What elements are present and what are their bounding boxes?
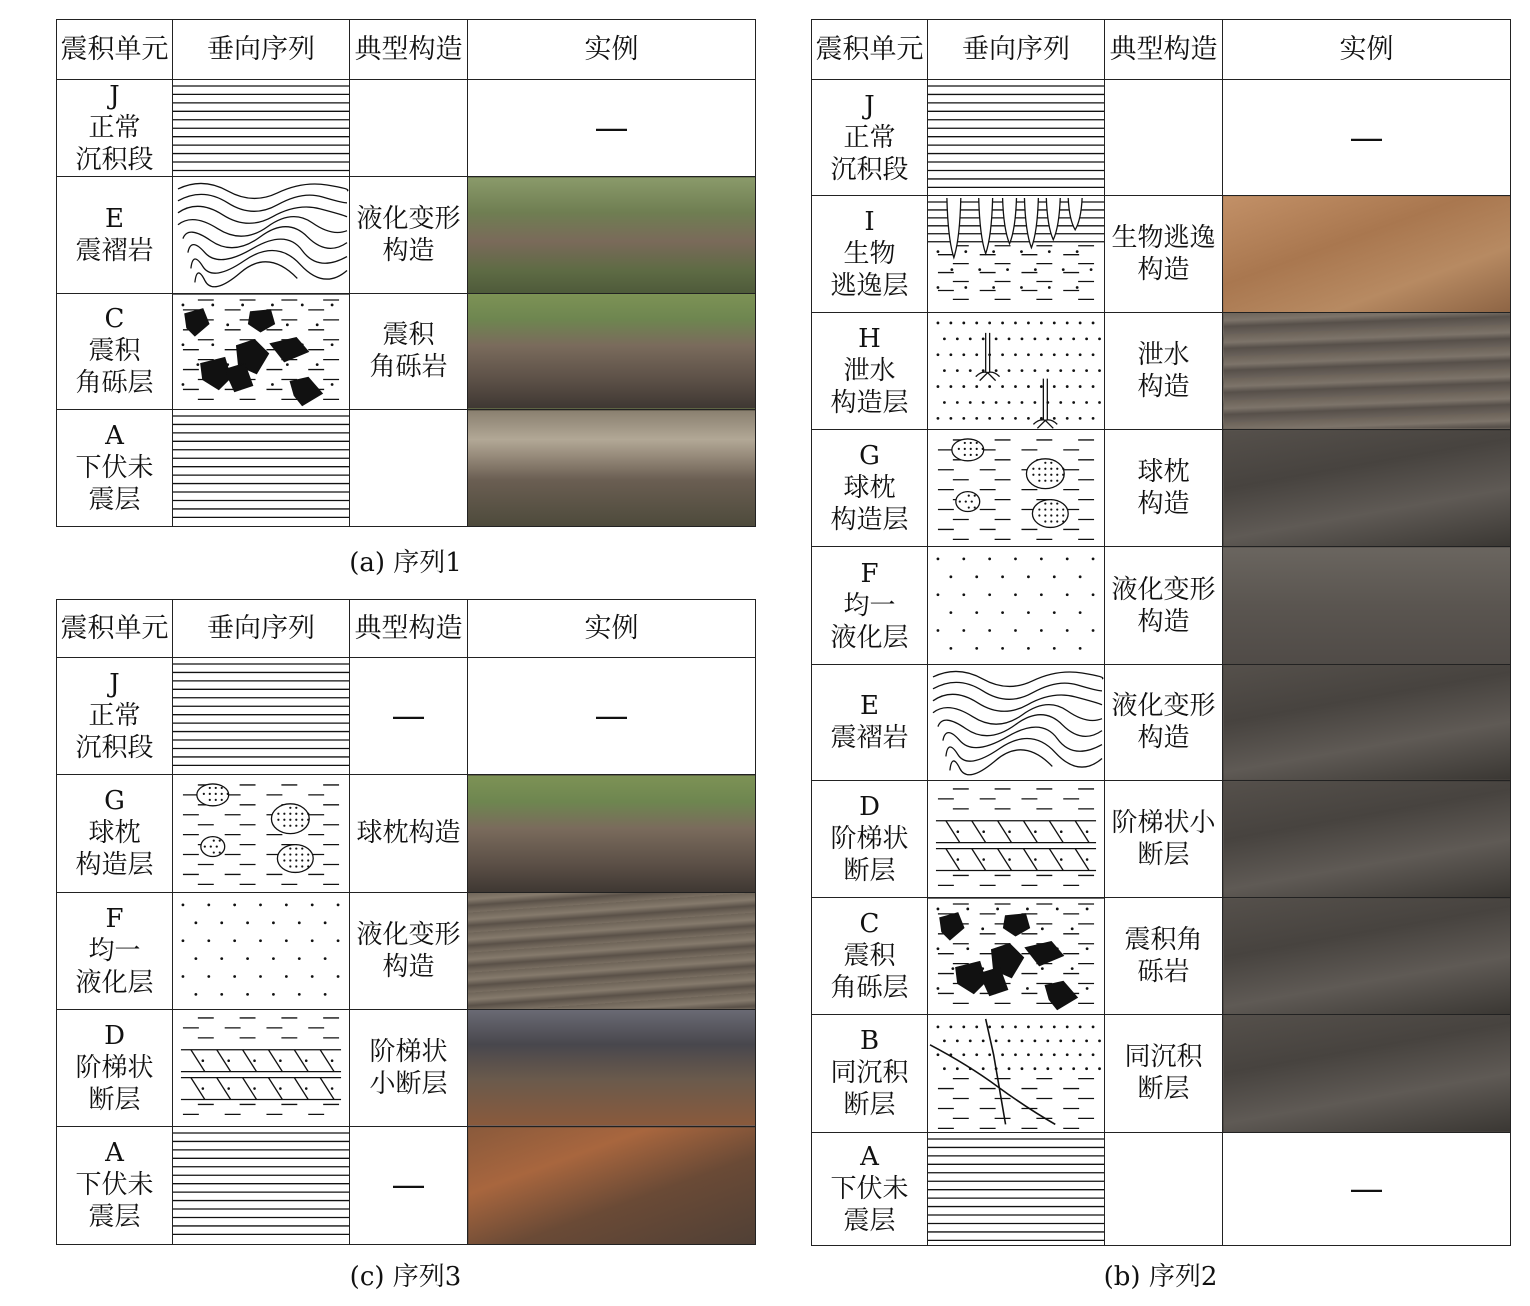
unit-label-line: F [860, 558, 879, 589]
example-photo: — [468, 80, 756, 177]
unit-label-line: C [104, 304, 125, 335]
dots-pattern [928, 547, 1104, 663]
header-unit: 震积单元 [812, 20, 928, 80]
vertical-sequence-column [928, 1133, 1105, 1246]
typical-structure: — [350, 1127, 468, 1244]
pillows-pattern [928, 430, 1104, 546]
vertical-sequence-column [928, 196, 1105, 312]
example-photo: — [1223, 1133, 1511, 1246]
typical-structure-line: 阶梯状 [369, 1037, 448, 1068]
unit-label-line: B [859, 1026, 880, 1057]
unit-label-line: 均一 [88, 935, 141, 966]
unit-label-line: 沉积段 [75, 145, 154, 176]
unit-label-line: J [109, 669, 120, 700]
header-vertical-sequence: 垂向序列 [173, 20, 350, 80]
typical-structure-line: 小断层 [369, 1069, 448, 1100]
unit-row [812, 547, 1511, 664]
vertical-sequence-column [928, 898, 1105, 1014]
unit-label [812, 80, 928, 196]
typical-structure [1105, 781, 1223, 898]
unit-row [812, 430, 1511, 547]
vertical-sequence-column [173, 177, 350, 293]
unit-label-line: 正常 [843, 122, 896, 153]
typical-structure-line: 构造 [1137, 723, 1190, 754]
vertical-sequence-column [173, 658, 350, 775]
typical-structure [1105, 430, 1223, 547]
unit-label-line: 液化层 [75, 967, 154, 998]
step-faults-pattern [928, 781, 1104, 897]
unit-row [57, 80, 756, 177]
unit-label-line: G [104, 786, 125, 817]
unit-label [57, 892, 173, 1009]
table-header-row [57, 600, 756, 658]
vertical-sequence-column [173, 775, 350, 892]
example-photo [1223, 547, 1511, 664]
table-header-row [812, 20, 1511, 80]
unit-label [812, 1133, 928, 1246]
unit-label-line: 震层 [843, 1206, 896, 1237]
typical-structure-line: 震积 [382, 320, 435, 351]
vertical-sequence-column [928, 312, 1105, 429]
unit-label-line: 震积 [88, 336, 141, 367]
header-typical-structure: 典型构造 [350, 600, 468, 658]
unit-row [57, 658, 756, 775]
typical-structure-line: 构造 [382, 236, 435, 267]
example-photo [1223, 664, 1511, 780]
unit-label-line: I [864, 207, 875, 238]
unit-label-line: D [859, 792, 880, 823]
unit-label-line: 下伏未 [75, 453, 154, 484]
header-typical-structure: 典型构造 [1105, 20, 1223, 80]
table-sequence-1 [56, 19, 756, 527]
unit-row [57, 1127, 756, 1244]
hlines-pattern [173, 1127, 349, 1243]
header-unit: 震积单元 [57, 20, 173, 80]
typical-structure-line: 同沉积 [1124, 1042, 1203, 1073]
unit-label [57, 177, 173, 293]
unit-row [812, 1014, 1511, 1132]
caption-b: (b) 序列2 [1103, 1262, 1218, 1292]
header-unit: 震积单元 [57, 600, 173, 658]
typical-structure [1105, 1014, 1223, 1132]
unit-row [812, 781, 1511, 898]
unit-label [57, 658, 173, 775]
hlines-pattern [173, 658, 349, 774]
typical-structure-line: 生物逃逸 [1111, 223, 1216, 254]
example-photo [468, 177, 756, 293]
typical-structure [350, 293, 468, 409]
unit-label [57, 293, 173, 409]
synsed-fault-pattern [928, 1015, 1104, 1132]
unit-label-line: 断层 [88, 1085, 141, 1116]
unit-label-line: 正常 [88, 113, 141, 144]
typical-structure [350, 177, 468, 293]
example-photo [1223, 898, 1511, 1014]
unit-label-line: 构造层 [830, 505, 909, 536]
unit-row [57, 410, 756, 527]
unit-label-line: D [104, 1021, 125, 1052]
unit-label-line: 球枕 [843, 473, 896, 504]
unit-label [812, 430, 928, 547]
unit-label-line: 震褶岩 [75, 236, 154, 267]
header-example: 实例 [1223, 20, 1511, 80]
typical-structure [1105, 196, 1223, 312]
table-sequence-2 [811, 19, 1511, 1246]
typical-structure-line: 液化变形 [1111, 691, 1216, 722]
unit-label-line: C [859, 909, 880, 940]
unit-label-line: 沉积段 [75, 733, 154, 764]
hlines-pattern [173, 80, 349, 176]
vertical-sequence-column [173, 1127, 350, 1244]
table-header-row [57, 20, 756, 80]
typical-structure-line: 构造 [1137, 489, 1190, 520]
unit-label-line: 均一 [843, 590, 896, 621]
example-photo [1223, 312, 1511, 429]
unit-label-line: 沉积段 [830, 154, 909, 185]
unit-label [812, 547, 928, 664]
typical-structure-line: 泄水 [1137, 339, 1190, 370]
unit-label-line: 阶梯状 [75, 1053, 154, 1084]
typical-structure-line: 震积角 [1124, 925, 1203, 956]
unit-label-line: 阶梯状 [830, 824, 909, 855]
typical-structure-line: 断层 [1137, 1074, 1190, 1105]
caption-c: (c) 序列3 [349, 1262, 462, 1292]
header-example: 实例 [468, 600, 756, 658]
unit-label-line: 下伏未 [75, 1170, 154, 1201]
unit-row [812, 898, 1511, 1014]
unit-label-line: 逃逸层 [830, 271, 909, 302]
header-vertical-sequence: 垂向序列 [173, 600, 350, 658]
unit-row [57, 177, 756, 293]
unit-row [812, 1133, 1511, 1246]
unit-row [812, 80, 1511, 196]
unit-label-line: E [860, 691, 879, 722]
header-typical-structure: 典型构造 [350, 20, 468, 80]
typical-structure [1105, 664, 1223, 780]
step-faults-pattern [173, 1010, 349, 1126]
typical-structure [350, 775, 468, 892]
typical-structure-line: 液化变形 [1111, 574, 1216, 605]
typical-structure-line: 角砾岩 [369, 352, 448, 383]
unit-row [812, 196, 1511, 312]
example-photo [468, 1127, 756, 1244]
example-photo [468, 892, 756, 1009]
table-sequence-3 [56, 599, 756, 1245]
pillows-pattern [173, 775, 349, 891]
unit-label [57, 410, 173, 527]
typical-structure-line: 构造 [1137, 371, 1190, 402]
typical-structure [1105, 547, 1223, 664]
vertical-sequence-column [928, 430, 1105, 547]
unit-label [57, 1127, 173, 1244]
vertical-sequence-column [173, 892, 350, 1009]
typical-structure-line: 构造 [382, 951, 435, 982]
example-photo [468, 1009, 756, 1126]
folds-pattern [173, 177, 349, 292]
unit-label-line: 震褶岩 [830, 723, 909, 754]
typical-structure: — [350, 658, 468, 775]
caption-a: (a) 序列1 [349, 548, 462, 578]
typical-structure [350, 892, 468, 1009]
vertical-sequence-column [173, 80, 350, 177]
typical-structure [1105, 80, 1223, 196]
unit-row [57, 775, 756, 892]
typical-structure [1105, 898, 1223, 1014]
burrows-pattern [928, 196, 1104, 311]
typical-structure-line: 砾岩 [1137, 957, 1190, 988]
unit-label [57, 1009, 173, 1126]
unit-label-line: 断层 [843, 856, 896, 887]
unit-label-line: J [864, 90, 875, 121]
unit-label-line: A [860, 1142, 879, 1173]
unit-row [57, 293, 756, 409]
unit-label-line: 液化层 [830, 622, 909, 653]
unit-label-line: A [105, 1138, 124, 1169]
hlines-pattern [928, 80, 1104, 195]
unit-row [812, 312, 1511, 429]
example-photo: — [1223, 80, 1511, 196]
vertical-sequence-column [928, 80, 1105, 196]
typical-structure-line: 液化变形 [356, 919, 461, 950]
typical-structure-line: 液化变形 [356, 204, 461, 235]
typical-structure [350, 410, 468, 527]
hlines-pattern [173, 410, 349, 526]
unit-label-line: 震层 [88, 1202, 141, 1233]
unit-label [812, 196, 928, 312]
typical-structure [350, 1009, 468, 1126]
unit-label-line: 同沉积 [830, 1058, 909, 1089]
unit-label-line: 震层 [88, 485, 141, 516]
unit-label-line: 震积 [843, 941, 896, 972]
vertical-sequence-column [173, 1009, 350, 1126]
typical-structure-line: 构造 [1137, 255, 1190, 286]
vertical-sequence-column [928, 1014, 1105, 1132]
unit-label-line: 角砾层 [830, 973, 909, 1004]
unit-label [812, 664, 928, 780]
unit-label-line: 生物 [843, 239, 896, 270]
unit-label [57, 775, 173, 892]
example-photo: — [468, 658, 756, 775]
unit-label-line: 正常 [88, 701, 141, 732]
example-photo [1223, 196, 1511, 312]
example-photo [468, 410, 756, 527]
unit-row [812, 664, 1511, 780]
folds-pattern [928, 665, 1104, 780]
vertical-sequence-column [928, 664, 1105, 780]
unit-label [812, 1014, 928, 1132]
hlines-pattern [928, 1133, 1104, 1245]
header-vertical-sequence: 垂向序列 [928, 20, 1105, 80]
unit-label-line: 构造层 [830, 387, 909, 418]
breccia-pattern [173, 294, 349, 409]
unit-row [57, 1009, 756, 1126]
dewater-pattern [928, 313, 1104, 429]
dots-pattern [173, 893, 349, 1009]
unit-row [57, 892, 756, 1009]
unit-label [812, 781, 928, 898]
unit-label-line: E [105, 204, 124, 235]
unit-label-line: 断层 [843, 1090, 896, 1121]
typical-structure-line: 构造 [1137, 606, 1190, 637]
example-photo [468, 293, 756, 409]
typical-structure [1105, 312, 1223, 429]
breccia-pattern [928, 898, 1104, 1013]
typical-structure-line: 阶梯状小 [1111, 808, 1216, 839]
unit-label-line: 下伏未 [830, 1174, 909, 1205]
example-photo [1223, 1014, 1511, 1132]
typical-structure [1105, 1133, 1223, 1246]
typical-structure [350, 80, 468, 177]
vertical-sequence-column [173, 410, 350, 527]
unit-label-line: 泄水 [843, 355, 896, 386]
vertical-sequence-column [173, 293, 350, 409]
unit-label-line: A [105, 421, 124, 452]
unit-label [812, 898, 928, 1014]
example-photo [1223, 781, 1511, 898]
typical-structure-line: 球枕构造 [356, 818, 461, 849]
unit-label [812, 312, 928, 429]
vertical-sequence-column [928, 547, 1105, 664]
unit-label-line: 球枕 [88, 818, 141, 849]
example-photo [468, 775, 756, 892]
unit-label-line: 角砾层 [75, 368, 154, 399]
unit-label-line: H [858, 323, 881, 354]
unit-label [57, 80, 173, 177]
vertical-sequence-column [928, 781, 1105, 898]
unit-label-line: 构造层 [75, 850, 154, 881]
unit-label-line: J [109, 81, 120, 112]
header-example: 实例 [468, 20, 756, 80]
unit-label-line: G [859, 441, 880, 472]
example-photo [1223, 430, 1511, 547]
typical-structure-line: 断层 [1137, 840, 1190, 871]
unit-label-line: F [105, 903, 124, 934]
typical-structure-line: 球枕 [1137, 457, 1190, 488]
